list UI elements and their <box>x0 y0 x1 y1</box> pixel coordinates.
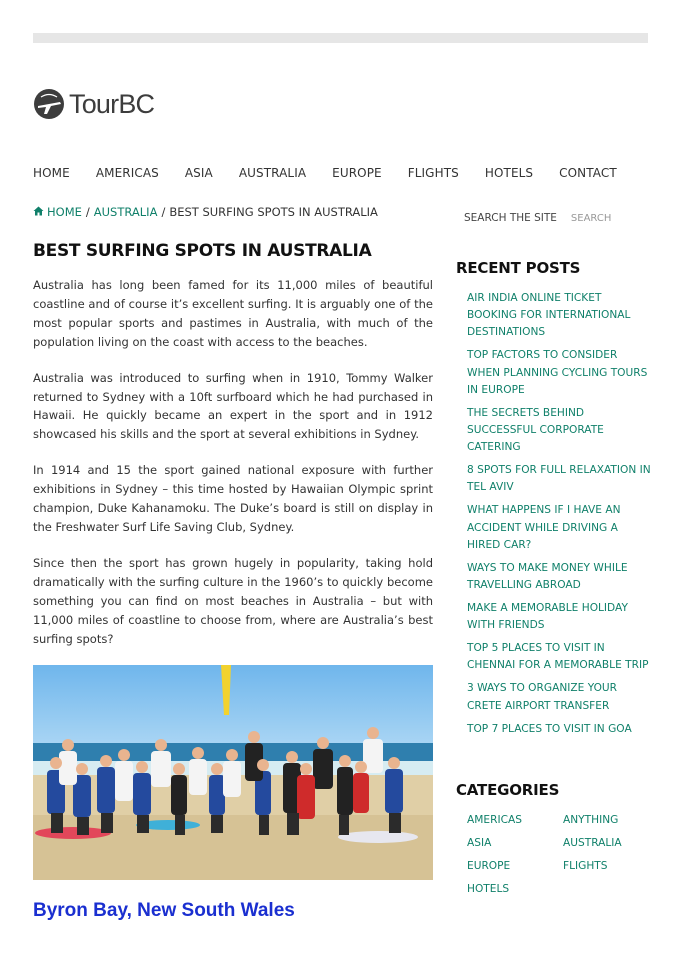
nav-item-flights[interactable]: FLIGHTS <box>407 166 459 180</box>
recent-post-link[interactable]: MAKE A MEMORABLE HOLIDAY WITH FRIENDS <box>467 602 628 632</box>
recent-post-link[interactable]: WAYS TO MAKE MONEY WHILE TRAVELLING ABROAD <box>467 561 628 592</box>
nav-item-asia[interactable]: ASIA <box>184 166 213 180</box>
nav-item-australia[interactable]: AUSTRALIA <box>238 166 307 180</box>
article-paragraph: In 1914 and 15 the sport gained national exposure with further exhibitions in Sydney – this time hosted by Hawaiian Olympic sprint champion, Duke Kahanamoku. The Duke’s board is still on display in the Freshwater Surf Life Saving Club, Sydney. <box>33 463 433 534</box>
breadcrumb-separator: / <box>161 205 166 219</box>
recent-posts-title: RECENT POSTS <box>456 259 581 277</box>
search-widget <box>464 212 641 224</box>
recent-post-link[interactable]: THE SECRETS BEHIND SUCCESSFUL CORPORATE CATERING <box>467 406 604 454</box>
recent-post-link[interactable]: TOP 7 PLACES TO VISIT IN GOA <box>467 722 632 735</box>
section-subheading: Byron Bay, New South Wales <box>33 900 295 921</box>
nav-item-hotels[interactable]: HOTELS <box>484 166 534 180</box>
top-bar <box>33 33 648 43</box>
article-body <box>33 276 433 665</box>
article-paragraph: Since then the sport has grown hugely in popularity, taking hold dramatically with the surfing culture in the 1960’s to quickly become something you can find on most beaches in Australia – but with 11,000 miles of coastline to choose from, where are Australia’s best surfing spots? <box>33 555 433 646</box>
category-link-americas[interactable]: AMERICAS <box>467 814 522 826</box>
article-paragraph: Australia was introduced to surfing when in 1910, Tommy Walker returned to Sydney with a 10ft surfboard which he had purchased in Hawaii. He quickly became an expert in the sport and in 1912 showcased his skills and the sport at several exhibitions in Sydney. <box>33 370 433 442</box>
breadcrumb-category-link[interactable]: AUSTRALIA <box>93 205 158 219</box>
category-link-anything[interactable]: ANYTHING <box>563 814 619 826</box>
search-label: SEARCH THE SITE <box>464 212 557 224</box>
breadcrumb-current: BEST SURFING SPOTS IN AUSTRALIA <box>169 205 378 219</box>
recent-post-link[interactable]: TOP 5 PLACES TO VISIT IN CHENNAI FOR A MEMORABLE TRIP <box>467 642 649 672</box>
recent-post-link[interactable]: AIR INDIA ONLINE TICKET BOOKING FOR INTERNATIONAL DESTINATIONS <box>467 292 631 339</box>
categories-list <box>467 812 647 898</box>
category-link-asia[interactable]: ASIA <box>467 837 492 849</box>
logo-text: TourBC <box>69 88 155 119</box>
category-link-hotels[interactable]: HOTELS <box>467 883 510 895</box>
recent-post-link[interactable]: 8 SPOTS FOR FULL RELAXATION IN TEL AVIV <box>467 464 651 494</box>
nav-item-europe[interactable]: EUROPE <box>332 166 382 180</box>
home-icon[interactable] <box>33 205 44 219</box>
search-input[interactable] <box>571 213 641 224</box>
recent-posts-list <box>467 290 653 744</box>
recent-post-link[interactable]: WHAT HAPPENS IF I HAVE AN ACCIDENT WHILE DRIVING A HIRED CAR? <box>467 504 621 551</box>
category-link-flights[interactable]: FLIGHTS <box>563 860 608 872</box>
nav-item-americas[interactable]: AMERICAS <box>95 166 159 180</box>
breadcrumb-home-link[interactable]: HOME <box>47 205 82 219</box>
site-logo[interactable] <box>34 86 154 122</box>
airplane-globe-icon <box>34 89 64 119</box>
article-paragraph: Australia has long been famed for its 11,000 miles of beautiful coastline and of course it’s excellent surfing. It is arguably one of the most popular sports and pastimes in Australia, with much of the population living on the coast with access to the beaches. <box>33 278 433 349</box>
nav-item-contact[interactable]: CONTACT <box>559 166 617 180</box>
categories-title: CATEGORIES <box>456 781 560 799</box>
nav-item-home[interactable]: HOME <box>33 166 70 180</box>
surf-group-photo <box>33 665 433 880</box>
category-link-australia[interactable]: AUSTRALIA <box>563 837 622 849</box>
post-title: BEST SURFING SPOTS IN AUSTRALIA <box>33 241 372 261</box>
recent-post-link[interactable]: TOP FACTORS TO CONSIDER WHEN PLANNING CYCLING TOURS IN EUROPE <box>467 349 648 396</box>
breadcrumb-separator: / <box>85 205 90 219</box>
main-nav <box>33 166 643 180</box>
breadcrumb <box>33 205 378 219</box>
recent-post-link[interactable]: 3 WAYS TO ORGANIZE YOUR CRETE AIRPORT TRANSFER <box>467 682 618 712</box>
category-link-europe[interactable]: EUROPE <box>467 860 511 872</box>
